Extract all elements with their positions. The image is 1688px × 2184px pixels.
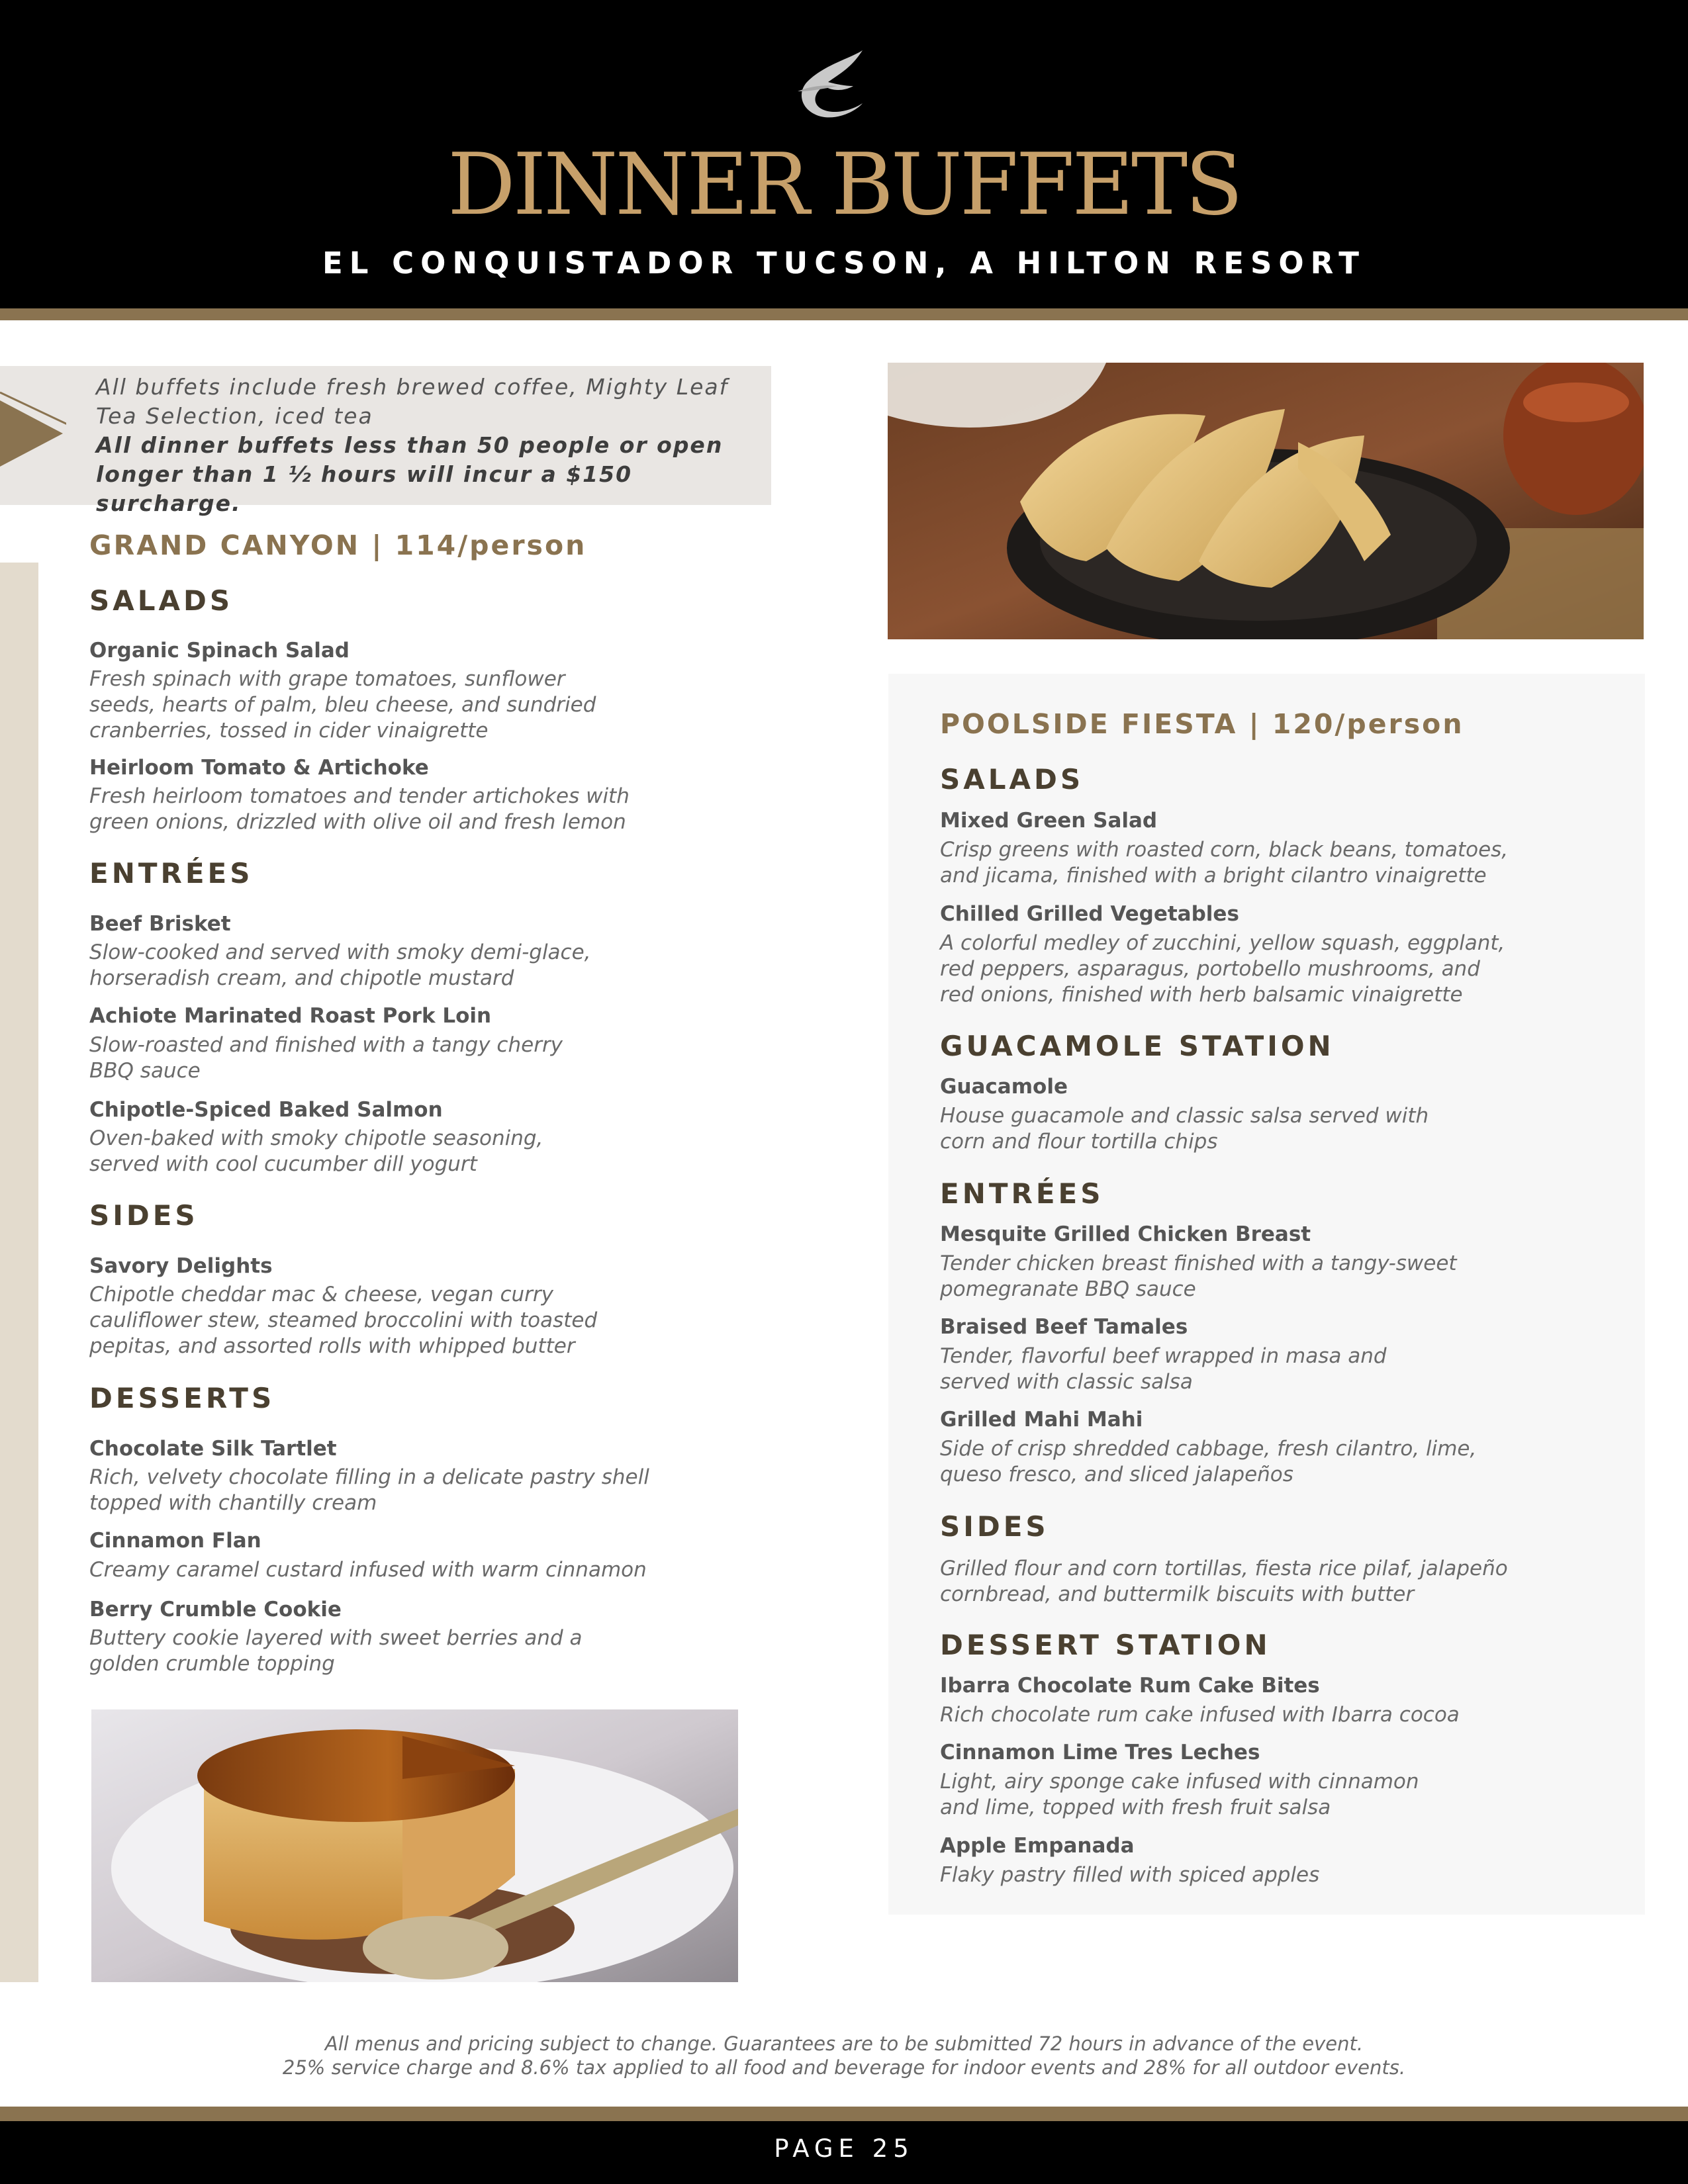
- menu-item-desc: Buttery cookie layered with sweet berries and a golden crumble topping: [89, 1626, 583, 1676]
- section-heading-desserts: DESSERTS: [89, 1382, 275, 1414]
- footer-disclaimer-line2: 25% service charge and 8.6% tax applied to all food and beverage for indoor events and 28% for all outdoor events.: [282, 2056, 1406, 2079]
- menu-item-desc: Flaky pastry filled with spiced apples: [940, 1863, 1320, 1887]
- menu-item-desc: Crisp greens with roasted corn, black beans, tomatoes, and jicama, finished with a bright cilantro vinaigrette: [940, 838, 1509, 887]
- left-accent-strip: [0, 563, 38, 1982]
- menu-item-desc: Slow-roasted and finished with a tangy cherry BBQ sauce: [89, 1033, 563, 1083]
- page-number: PAGE 25: [774, 2134, 914, 2163]
- menu-item-desc: Oven-baked with smoky chipotle seasoning, served with cool cucumber dill yogurt: [89, 1126, 543, 1176]
- menu-item-desc: Slow-cooked and served with smoky demi-glace, horseradish cream, and chipotle mustard: [89, 940, 591, 990]
- menu-item-desc: Fresh spinach with grape tomatoes, sunflower seeds, hearts of palm, bleu cheese, and sundried cranberries, tossed in cider vinaigrette: [89, 667, 596, 743]
- menu-item-desc: Side of crisp shredded cabbage, fresh cilantro, lime, queso fresco, and sliced jalapeños: [940, 1437, 1477, 1486]
- menu-item-desc: Chipotle cheddar mac & cheese, vegan curry cauliflower stew, steamed broccolini with toasted pepitas, and assorted rolls with whipped butter: [89, 1283, 598, 1358]
- section-heading-dessert-station: DESSERT STATION: [940, 1629, 1271, 1661]
- menu-item-name: Chilled Grilled Vegetables: [940, 902, 1239, 926]
- menu-item-name: Cinnamon Lime Tres Leches: [940, 1741, 1260, 1764]
- resort-subtitle: EL CONQUISTADOR TUCSON, A HILTON RESORT: [322, 246, 1366, 281]
- menu-item-name: Savory Delights: [89, 1254, 273, 1278]
- menu-item-desc: Light, airy sponge cake infused with cinnamon and lime, topped with fresh fruit salsa: [940, 1770, 1419, 1819]
- menu-item-desc: Fresh heirloom tomatoes and tender artichokes with green onions, drizzled with olive oil and fresh lemon: [89, 784, 630, 834]
- menu-item-name: Cinnamon Flan: [89, 1529, 261, 1553]
- menu-item-desc: Tender chicken breast finished with a tangy-sweet pomegranate BBQ sauce: [940, 1251, 1457, 1301]
- section-heading-salads: SALADS: [940, 763, 1084, 796]
- menu-item-name: Organic Spinach Salad: [89, 639, 350, 662]
- intro-note-text: [96, 373, 758, 518]
- menu-item-name: Guacamole: [940, 1075, 1068, 1099]
- section-heading-salads: SALADS: [89, 584, 234, 617]
- menu-item-desc: Creamy caramel custard infused with warm cinnamon: [89, 1558, 647, 1582]
- package-title-grand-canyon: GRAND CANYON | 114/person: [89, 529, 587, 561]
- hilton-resort-logo-icon: [784, 45, 884, 131]
- intro-line: All buffets include fresh brewed coffee, Mighty Leaf Tea Selection, iced tea: [96, 374, 729, 429]
- menu-item-name: Beef Brisket: [89, 912, 231, 936]
- footer-disclaimer: [0, 2032, 1688, 2079]
- section-heading-guacamole-station: GUACAMOLE STATION: [940, 1030, 1335, 1062]
- menu-item-name: Mixed Green Salad: [940, 809, 1158, 833]
- menu-item-desc: House guacamole and classic salsa served with corn and flour tortilla chips: [940, 1104, 1429, 1154]
- section-heading-entrees: ENTRÉES: [940, 1177, 1104, 1210]
- menu-item-desc: Rich, velvety chocolate filling in a delicate pastry shell topped with chantilly cream: [89, 1465, 649, 1515]
- flan-photo: [91, 1709, 738, 1982]
- menu-item-name: Berry Crumble Cookie: [89, 1598, 342, 1621]
- menu-item-name: Grilled Mahi Mahi: [940, 1408, 1143, 1432]
- menu-item-name: Chipotle-Spiced Baked Salmon: [89, 1098, 443, 1122]
- menu-item-name: Chocolate Silk Tartlet: [89, 1437, 337, 1461]
- menu-item-desc: Tender, flavorful beef wrapped in masa and served with classic salsa: [940, 1344, 1387, 1394]
- menu-item-name: Ibarra Chocolate Rum Cake Bites: [940, 1674, 1320, 1698]
- menu-item-name: Heirloom Tomato & Artichoke: [89, 756, 429, 780]
- menu-item-name: Achiote Marinated Roast Pork Loin: [89, 1004, 492, 1028]
- arrow-marker-icon: [0, 387, 66, 480]
- page-title: DINNER BUFFETS: [447, 136, 1241, 234]
- section-heading-sides: SIDES: [940, 1510, 1049, 1543]
- footer-divider: [0, 2107, 1688, 2121]
- menu-item-desc: Grilled flour and corn tortillas, fiesta rice pilaf, jalapeño cornbread, and buttermilk biscuits with butter: [940, 1557, 1508, 1606]
- intro-surcharge: All dinner buffets less than 50 people or open longer than 1 ½ hours will incur a $150 surcharge.: [96, 432, 724, 516]
- menu-item-name: Mesquite Grilled Chicken Breast: [940, 1222, 1311, 1246]
- tamales-photo: [888, 363, 1644, 639]
- section-heading-sides: SIDES: [89, 1199, 199, 1232]
- menu-item-desc: A colorful medley of zucchini, yellow squash, eggplant, red peppers, asparagus, portobello mushrooms, and red onions, finished with herb balsamic vinaigrette: [940, 931, 1505, 1007]
- footer-disclaimer-line1: All menus and pricing subject to change. Guarantees are to be submitted 72 hours in advance of the event.: [324, 2032, 1364, 2055]
- menu-item-desc: Rich chocolate rum cake infused with Ibarra cocoa: [940, 1703, 1460, 1727]
- section-heading-entrees: ENTRÉES: [89, 857, 254, 889]
- header-divider: [0, 308, 1688, 320]
- menu-item-name: Apple Empanada: [940, 1834, 1135, 1858]
- menu-item-name: Braised Beef Tamales: [940, 1315, 1188, 1339]
- package-title-poolside-fiesta: POOLSIDE FIESTA | 120/person: [940, 708, 1464, 740]
